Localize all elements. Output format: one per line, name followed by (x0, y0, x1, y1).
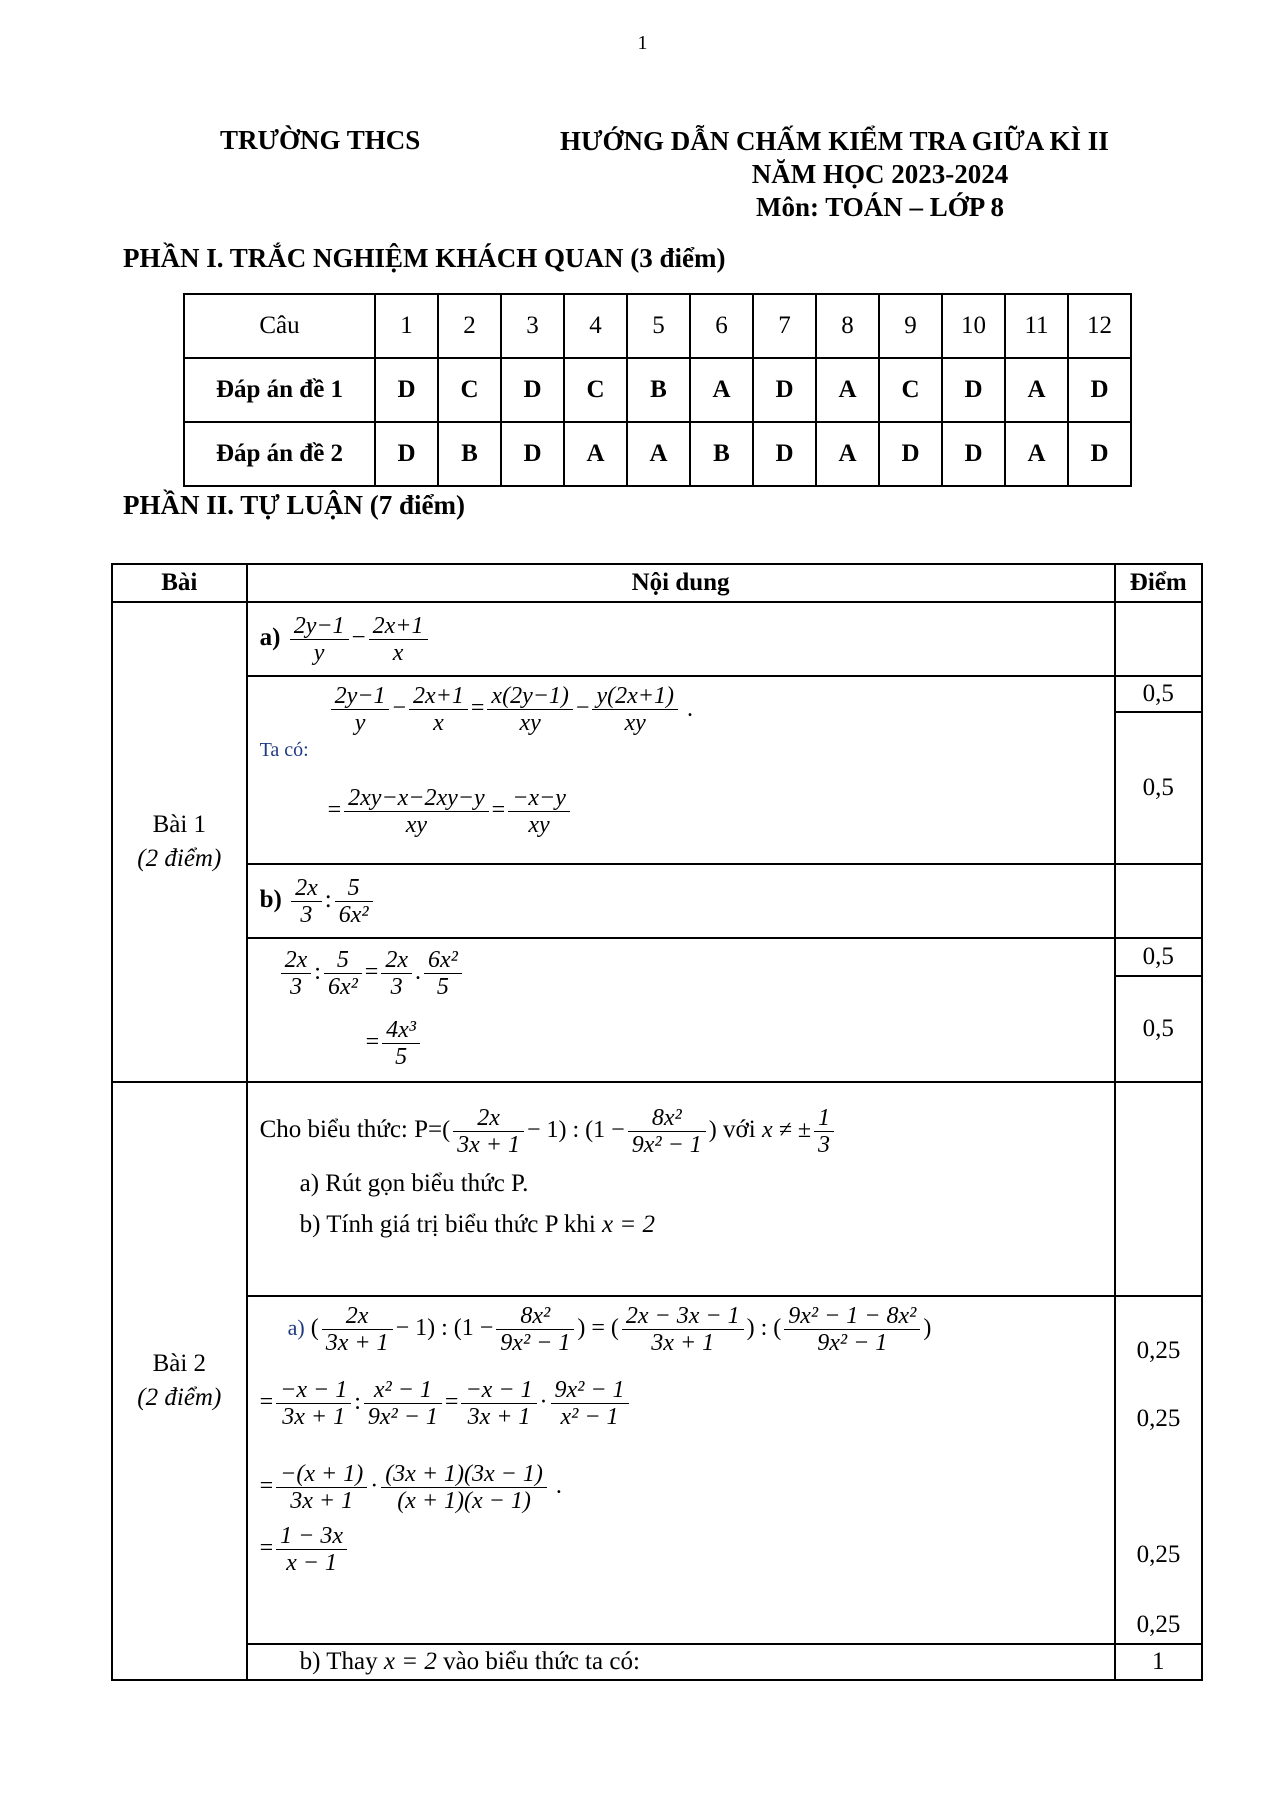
question-number: 10 (942, 294, 1005, 358)
bai1-cell (112, 602, 247, 1082)
answer-cell: B (627, 358, 690, 422)
question-number: 6 (690, 294, 753, 358)
fraction: $\frac{2x+1}{x}$ (369, 613, 428, 666)
bai2-a-solution-row (112, 1296, 1202, 1644)
answer-cell: C (564, 358, 627, 422)
question-number: 12 (1068, 294, 1131, 358)
question-number: 4 (564, 294, 627, 358)
bai2-statement-score-empty (1115, 1082, 1202, 1296)
question-number: 2 (438, 294, 501, 358)
col-noi-dung: Nội dung (247, 564, 1115, 602)
answer-cell: A (816, 358, 879, 422)
col-diem: Điểm (1115, 564, 1202, 602)
bai2-b-line: b) Thay x = 2 vào biểu thức ta có: (247, 1644, 1115, 1680)
title-line-3: Môn: TOÁN – LỚP 8 (755, 192, 1005, 222)
fraction: $\frac{2y-1}{y}$ (290, 613, 349, 666)
score: 1 (1115, 1644, 1202, 1680)
bai2-a-step3: = $\frac{-(x + 1)}{3x + 1}$ · $\frac{(3x + 1)(3x - 1)}{(x + 1)(x - 1)}$ . (259, 1461, 562, 1514)
score: 0,5 (1142, 774, 1174, 801)
bai1-a-score-empty (1115, 602, 1202, 676)
answer-cell: D (501, 422, 564, 486)
bai1-b-step2: = $\frac{\text{4x³}}{5}$ (366, 1017, 423, 1070)
score: 0,5 (1116, 677, 1201, 713)
answer-row-de2 (184, 422, 1131, 486)
score: 0,5 (1116, 939, 1201, 977)
bai1-b-statement: b) $\frac{2x}{3}$ : $\frac{5}{\text{6x²}}$ (247, 864, 1115, 938)
bai1-name: Bài 1 (152, 811, 207, 838)
bai1-a-label: a) (259, 623, 281, 651)
answer-cell: A (1005, 358, 1068, 422)
answer-cell: D (942, 422, 1005, 486)
bai2-a-scores (1115, 1296, 1202, 1644)
answer-cell: B (438, 422, 501, 486)
question-number: 9 (879, 294, 942, 358)
bai1-a-solution-row (112, 676, 1202, 864)
bai2-question-a: a) Rút gọn biểu thức P. (299, 1170, 529, 1198)
question-number: 3 (501, 294, 564, 358)
question-row (184, 294, 1131, 358)
answer-cell: D (1068, 358, 1131, 422)
answer-cell: B (690, 422, 753, 486)
answer-row-de1 (184, 358, 1131, 422)
ta-co-label: Ta có: (259, 739, 309, 761)
score: 0,25 (1136, 1611, 1181, 1638)
bai1-a-scores (1115, 676, 1202, 864)
answer-cell: D (879, 422, 942, 486)
bai1-a-row (112, 602, 1202, 676)
score: 0,25 (1136, 1337, 1181, 1364)
bai1-b-label: b) (259, 885, 282, 913)
bai2-cell (112, 1082, 247, 1680)
bai1-b-solution (247, 938, 1115, 1082)
bai1-points: (2 điểm) (137, 845, 222, 872)
answer-cell: C (879, 358, 942, 422)
answer-cell: D (375, 358, 438, 422)
answer-cell: A (1005, 422, 1068, 486)
answer-row-de1-label: Đáp án đề 1 (184, 358, 375, 422)
document-title (560, 125, 1200, 224)
bai2-question-b: b) Tính giá trị biểu thức P khi x = 2 (299, 1211, 655, 1239)
question-number: 7 (753, 294, 816, 358)
answer-cell: D (753, 358, 816, 422)
essay-table (111, 563, 1203, 1681)
bai1-b-solution-row (112, 938, 1202, 1082)
answer-cell: D (501, 358, 564, 422)
essay-header-row (112, 564, 1202, 602)
answer-cell: D (1068, 422, 1131, 486)
question-number: 5 (627, 294, 690, 358)
bai2-name: Bài 2 (152, 1350, 207, 1377)
title-line-2: NĂM HỌC 2023-2024 (751, 159, 1009, 189)
school-name: TRƯỜNG THCS (220, 125, 421, 155)
question-number: 1 (375, 294, 438, 358)
bai1-b-score-empty (1115, 864, 1202, 938)
title-line-1: HƯỚNG DẪN CHẤM KIỂM TRA GIỮA KÌ II (560, 126, 1109, 156)
answer-row-de2-label: Đáp án đề 2 (184, 422, 375, 486)
score: 0,25 (1136, 1541, 1181, 1568)
bai2-points: (2 điểm) (137, 1384, 222, 1411)
part2-title: PHẦN II. TỰ LUẬN (7 điểm) (123, 490, 465, 520)
answer-cell: D (942, 358, 1005, 422)
bai2-a-step1: a) ( $\frac{2x}{3x + 1}$ − 1) : (1 − $\frac{\text{8x²}}{\text{9x² − 1}}$ ) = ( $\frac{2x - 3x - 1}{3x + 1}$ ) : ( $\frac{\text{9x² − 1 − 8x²}}{\text{9x² − 1}}$ ) (287, 1303, 932, 1356)
answer-cell: D (375, 422, 438, 486)
bai2-statement (247, 1082, 1115, 1296)
bai2-a-step4: = $\frac{1 - 3x}{x - 1}$ (260, 1523, 350, 1576)
score: 0,5 (1142, 1015, 1174, 1042)
bai2-a-solution (247, 1296, 1115, 1644)
answer-key-table (183, 293, 1132, 487)
question-number: 11 (1005, 294, 1068, 358)
answer-cell: A (564, 422, 627, 486)
bai2-statement-row (112, 1082, 1202, 1296)
bai1-a-solution (247, 676, 1115, 864)
bai2-b-row (112, 1644, 1202, 1680)
answer-cell: A (690, 358, 753, 422)
answer-cell: A (627, 422, 690, 486)
bai1-b-row (112, 864, 1202, 938)
answer-cell: D (753, 422, 816, 486)
question-number: 8 (816, 294, 879, 358)
score: 0,25 (1136, 1405, 1181, 1432)
bai1-a-step2: = $\frac{2xy-x-2xy-y}{xy}$ = $\frac{-x-y}{xy}$ (328, 785, 573, 838)
bai1-b-step1: $\frac{2x}{3}$ : $\frac{5}{\text{6x²}}$ = $\frac{2x}{3}$ . $\frac{\text{6x²}}{5}$ (278, 947, 465, 1000)
answer-cell: C (438, 358, 501, 422)
bai2-a-step2: = $\frac{-x - 1}{3x + 1}$ : $\frac{\text{x² − 1}}{\text{9x² − 1}}$ = $\frac{-x - 1}{3x + 1}$ · $\frac{\text{9x² − 1}}{\text{x² − 1}}$ (260, 1377, 632, 1430)
bai1-b-scores (1115, 938, 1202, 1082)
page-number: 1 (637, 32, 648, 54)
col-bai: Bài (112, 564, 247, 602)
bai1-a-step1: $\frac{2y-1}{y}$ − $\frac{2x+1}{x}$ = $\frac{x(2y-1)}{xy}$ − $\frac{y(2x+1)}{xy}$ . (328, 683, 693, 736)
question-row-label: Câu (184, 294, 375, 358)
part1-title: PHẦN I. TRẮC NGHIỆM KHÁCH QUAN (3 điểm) (123, 243, 726, 273)
bai2-expression: Cho biểu thức: P=( $\frac{2x}{3x + 1}$ − 1) : (1 − $\frac{\text{8x²}}{\text{9x² − 1}}$ ) với x ≠ ± $\frac{1}{3}$ (260, 1105, 1114, 1158)
bai1-a-statement: a) $\frac{2y-1}{y}$ − $\frac{2x+1}{x}$ (247, 602, 1115, 676)
answer-cell: A (816, 422, 879, 486)
